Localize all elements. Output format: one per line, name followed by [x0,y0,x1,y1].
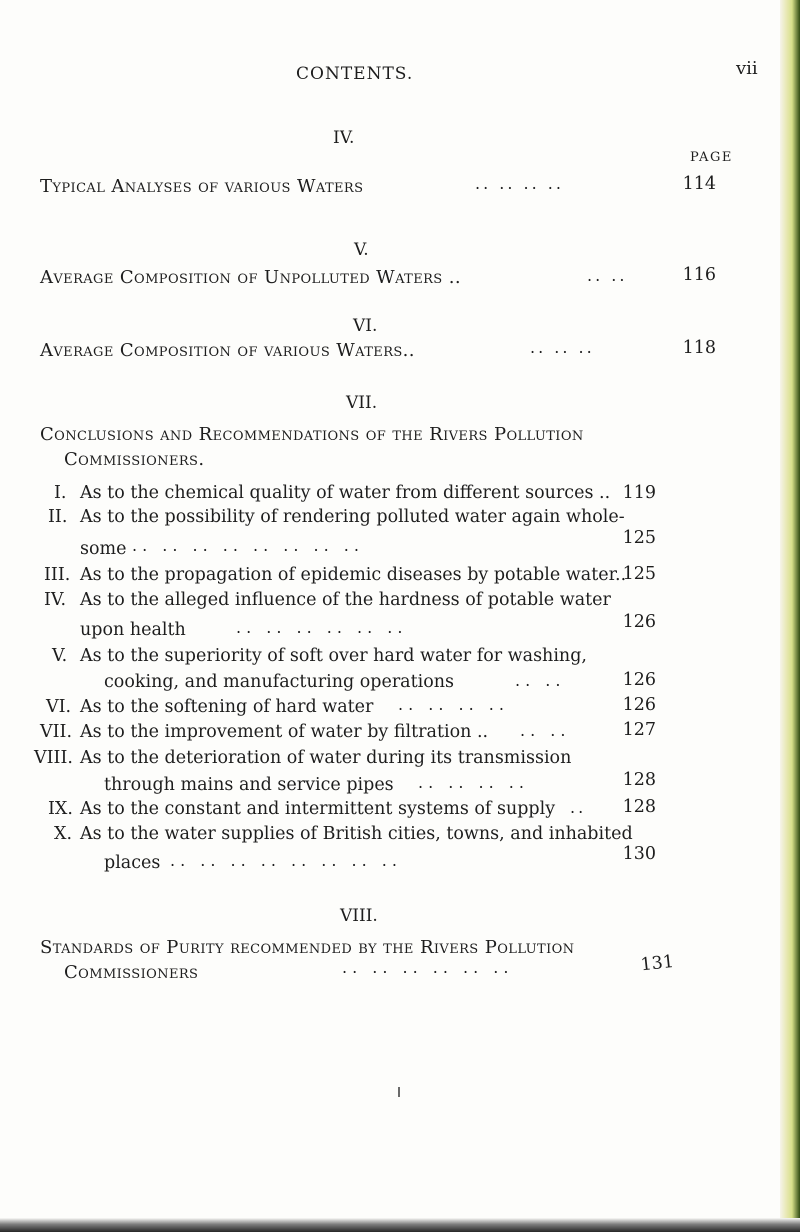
page-ref-vi: 118 [682,338,716,358]
section-numeral-iv: IV. [333,128,355,148]
conclusion-text: As to the deterioration of water during its transmission [80,748,572,768]
conclusion-text: As to the possibility of rendering polluted water again whole- [80,507,625,527]
section-title-viii-line2: Commissioners [64,962,199,983]
conclusion-text-cont: upon health [80,620,186,640]
conclusion-text: As to the constant and intermittent systems of supply [80,799,556,819]
running-head-title: CONTENTS. [296,64,414,84]
conclusion-page: 126 [622,695,656,715]
page-ref-v: 116 [682,265,716,285]
dot-leader: .. .. [520,721,571,740]
section-title-v: Average Composition of Unpolluted Waters .. [40,267,461,288]
conclusion-text-cont: some [80,539,127,559]
dot-leader: .. .. [587,266,628,285]
dot-leader: .. .. .. .. .. .. .. .. [170,851,402,870]
section-numeral-vii: VII. [346,393,378,413]
section-numeral-v: V. [354,240,369,260]
conclusion-page: 125 [622,528,656,548]
conclusion-numeral: II. [48,507,68,527]
conclusion-numeral: IV. [44,590,67,610]
conclusion-numeral: I. [54,483,67,503]
dot-leader: .. [570,798,587,817]
conclusion-numeral: X. [54,824,73,844]
dot-leader: .. .. .. .. .. .. .. .. [132,536,364,555]
conclusion-numeral: VIII. [34,748,73,768]
conclusion-text: As to the improvement of water by filtration .. [80,722,489,742]
conclusion-page: 127 [622,720,656,740]
conclusion-page: 128 [622,770,656,790]
section-numeral-vi: VI. [353,316,378,336]
conclusion-numeral: IX. [48,799,73,819]
conclusion-page: 126 [622,612,656,632]
section-title-vii-line2: Commissioners. [64,449,205,470]
section-title-viii-line1: Standards of Purity recommended by the Rivers Pollution [40,937,575,958]
page-ref-viii: 131 [639,951,675,976]
conclusion-page: 130 [622,844,656,864]
conclusion-numeral: V. [52,646,68,666]
section-title-iv: Typical Analyses of various Waters [40,176,364,197]
dot-leader: .. .. .. .. [398,695,509,714]
section-title-vi: Average Composition of various Waters.. [40,340,415,361]
dot-leader: .. .. .. .. [418,773,529,792]
conclusion-text: As to the water supplies of British cities, towns, and inhabited [80,824,633,844]
conclusion-numeral: VII. [40,722,73,742]
book-fore-edge [780,0,800,1232]
conclusion-text: As to the alleged influence of the hardness of potable water [80,590,611,610]
scan-speck [398,1087,400,1097]
conclusion-text-cont: through mains and service pipes [104,775,394,795]
conclusion-text: As to the softening of hard water [80,697,374,717]
conclusion-page: 125 [622,564,656,584]
conclusion-text: As to the chemical quality of water from different sources .. [80,483,611,503]
conclusion-numeral: VI. [46,697,72,717]
section-numeral-viii: VIII. [340,906,378,926]
conclusion-text: As to the superiority of soft over hard water for washing, [80,646,587,666]
section-title-vii-line1: Conclusions and Recommendations of the Rivers Pollution [40,424,584,445]
conclusion-text: As to the propagation of epidemic diseases by potable water.. [80,565,627,585]
conclusion-numeral: III. [44,565,71,585]
dot-leader: .. .. .. .. .. .. [236,618,408,637]
conclusion-page: 128 [622,797,656,817]
conclusion-page: 119 [622,483,656,503]
scan-bottom-edge [0,1218,800,1232]
conclusion-text-cont: cooking, and manufacturing operations [104,672,455,692]
page-column-label: PAGE [690,150,733,165]
dot-leader: .. .. .. .. [475,174,564,193]
running-head-page-number: vii [736,58,758,79]
dot-leader: .. .. .. [530,338,595,357]
dot-leader: .. .. [515,671,566,690]
conclusion-page: 126 [622,670,656,690]
page-ref-iv: 114 [682,174,716,194]
dot-leader: .. .. .. .. .. .. [342,958,514,977]
conclusion-text-cont: places [104,853,161,873]
